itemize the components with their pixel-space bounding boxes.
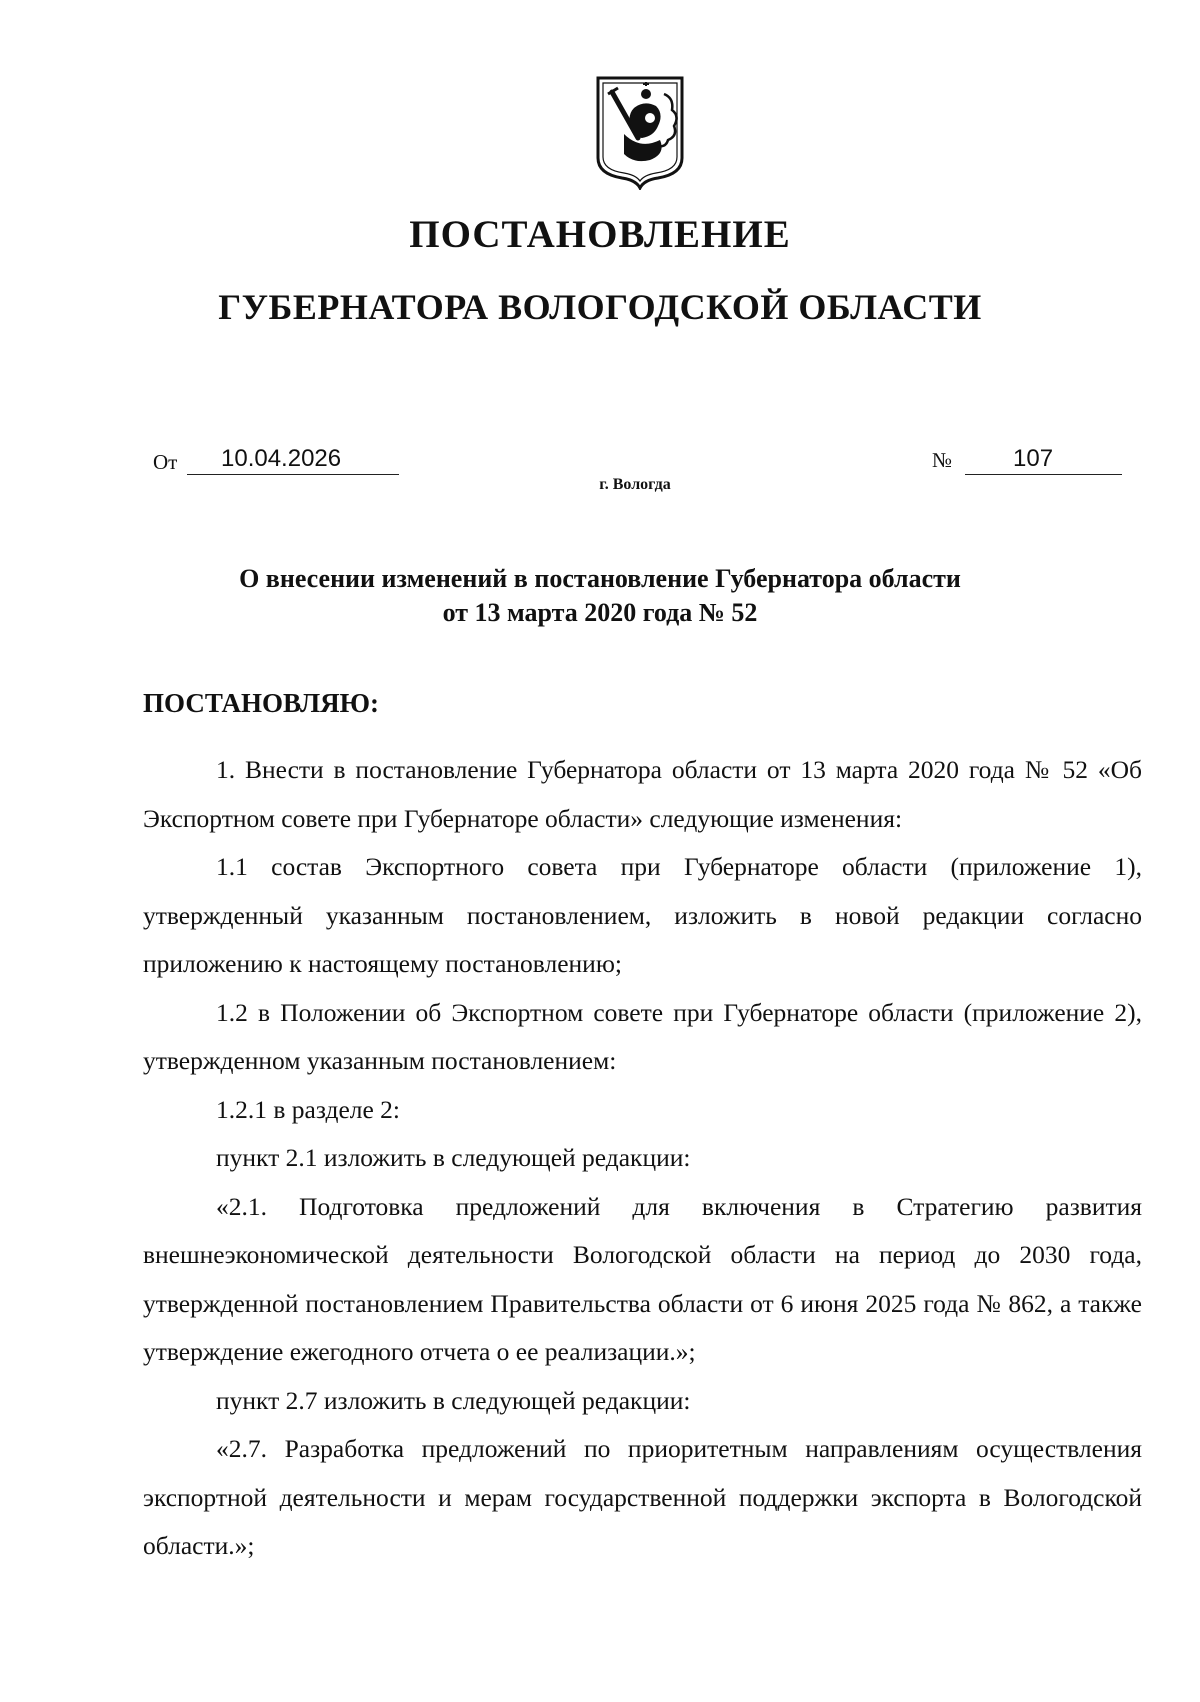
paragraph: 1. Внести в постановление Губернатора области от 13 марта 2020 года № 52 «Об Экспортном совете при Губернаторе области» следующие изменения: — [143, 755, 1142, 833]
subject-line-2: от 13 марта 2020 года № 52 — [442, 598, 758, 627]
city: г. Вологда — [599, 476, 671, 493]
number-label: № — [932, 448, 953, 472]
paragraph: «2.7. Разработка предложений по приоритетным направлениям осуществления экспортной деятельности и мерам государственной поддержки экспорта в Вологодской области.»; — [143, 1434, 1142, 1560]
date-label: От — [153, 450, 178, 474]
document-number: 107 — [965, 444, 1122, 475]
paragraph: 1.2.1 в разделе 2: — [216, 1094, 401, 1124]
paragraph: 1.1 состав Экспортного совета при Губернаторе области (приложение 1), утвержденный указанным постановлением, изложить в новой редакции согласно приложению к настоящему постановлению; — [143, 852, 1142, 978]
document-issuer: ГУБЕРНАТОРА ВОЛОГОДСКОЙ ОБЛАСТИ — [218, 287, 982, 327]
paragraph: 1.2 в Положении об Экспортном совете при Губернаторе области (приложение 2), утвержденном указанным постановлением: — [143, 997, 1142, 1075]
paragraph: пункт 2.1 изложить в следующей редакции: — [216, 1143, 691, 1172]
document-date: 10.04.2026 — [187, 444, 399, 475]
paragraph: пункт 2.7 изложить в следующей редакции: — [216, 1385, 691, 1415]
subject-line-1: О внесении изменений в постановление Губернатора области — [239, 564, 961, 593]
document-subject — [0, 562, 1200, 630]
paragraph: «2.1. Подготовка предложений для включения в Стратегию развития внешнеэкономической деятельности Вологодской области на период до 2030 года, утвержденной постановлением Правительства области от 6 июня 2025 года № 862, а также утверждение ежегодного отчета о ее реализации.»; — [143, 1191, 1142, 1366]
coat-of-arms-icon — [594, 74, 686, 190]
decree-heading: ПОСТАНОВЛЯЮ: — [143, 688, 379, 718]
date-number-row — [153, 444, 1133, 476]
document-title: ПОСТАНОВЛЕНИЕ — [409, 213, 791, 256]
document-body — [143, 746, 1142, 1571]
